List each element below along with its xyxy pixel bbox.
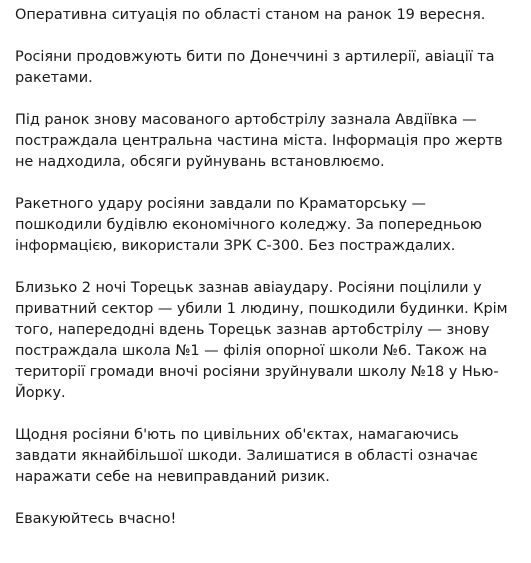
post-body	[15, 5, 515, 530]
paragraph-kramatorsk: Ракетного удару росіяни завдали по Краматорську — пошкодили будівлю економічного коледжу. За попередньою інформацією, використали ЗРК С-300. Без постраждалих.	[15, 196, 482, 254]
paragraph-shelling-summary: Росіяни продовжують бити по Донеччині з артилерії, авіації та ракетами.	[15, 49, 495, 86]
paragraph-warning: Щодня росіяни б'ють по цивільних об'єктах, намагаючись завдати якнайбільшої шкоди. Залишатися в області означає наражати себе на невиправданий ризик.	[15, 427, 478, 485]
paragraph-evacuate: Евакуюйтесь вчасно!	[15, 511, 177, 527]
paragraph-avdiivka: Під ранок знову масованого артобстрілу зазнала Авдіївка — постраждала центральна частина міста. Інформація про жертв не надходила, обсяги руйнувань встановлюємо.	[15, 112, 503, 170]
paragraph-intro: Оперативна ситуація по області станом на ранок 19 вересня.	[15, 7, 486, 23]
paragraph-toretsk: Близько 2 ночі Торецьк зазнав авіаудару. Росіяни поцілили у приватний сектор — убили 1 людину, пошкодили будинки. Крім того, напередодні вдень Торецьк зазнав артобстрілу — знову постраждала школа №1 — філія опорної школи №6. Також на території громади вночі росіяни зруйнували школу №18 у Нью-Йорку.	[15, 280, 508, 401]
